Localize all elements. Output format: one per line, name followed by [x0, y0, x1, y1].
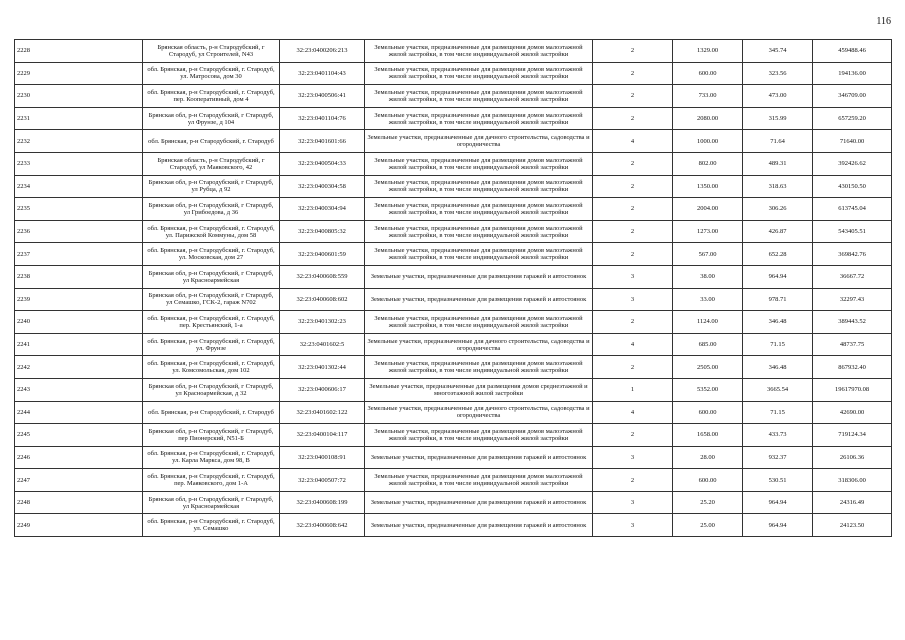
specific-value-cell: 71.64 — [743, 130, 813, 153]
row-number: 2243 — [15, 378, 143, 401]
table-row — [15, 356, 892, 379]
address-cell: Брянская обл, р-н Стародубский, г Стародуб, пер Пионерский, N51-Б — [143, 424, 280, 447]
land-use-cell: Земельные участки, предназначенные для размещения гаражей и автостоянок — [365, 265, 593, 288]
area-cell: 567.00 — [673, 243, 743, 266]
row-number: 2245 — [15, 424, 143, 447]
area-cell: 600.00 — [673, 469, 743, 492]
cadastral-number-cell: 32:23:0400304:58 — [280, 175, 365, 198]
cadastral-number-cell: 32:23:0400601:59 — [280, 243, 365, 266]
address-cell: обл. Брянская, р-н Стародубский, г. Стародуб, ул. Карла Маркса, дом 98, В — [143, 446, 280, 469]
group-cell: 2 — [593, 85, 673, 108]
table-row — [15, 198, 892, 221]
cadastral-value-cell: 24316.49 — [813, 491, 892, 514]
cadastral-value-cell: 389443.52 — [813, 311, 892, 334]
area-cell: 802.00 — [673, 152, 743, 175]
cadastral-number-cell: 32:23:0400506:41 — [280, 85, 365, 108]
cadastral-number-cell: 32:23:0400108:91 — [280, 446, 365, 469]
cadastral-number-cell: 32:23:0400608:642 — [280, 514, 365, 537]
row-number: 2230 — [15, 85, 143, 108]
specific-value-cell: 315.99 — [743, 107, 813, 130]
land-use-cell: Земельные участки, предназначенные для размещения домов малоэтажной жилой застройки, в том числе индивидуальной жилой застройки — [365, 469, 593, 492]
group-cell: 3 — [593, 446, 673, 469]
specific-value-cell: 964.94 — [743, 514, 813, 537]
specific-value-cell: 932.37 — [743, 446, 813, 469]
cadastral-value-cell: 346709.00 — [813, 85, 892, 108]
cadastral-number-cell: 32:23:0400606:17 — [280, 378, 365, 401]
cadastral-number-cell: 32:23:0400206:213 — [280, 40, 365, 63]
cadastral-number-cell: 32:23:0401602:122 — [280, 401, 365, 424]
row-number: 2228 — [15, 40, 143, 63]
cadastral-value-cell: 19617970.08 — [813, 378, 892, 401]
specific-value-cell: 323.56 — [743, 62, 813, 85]
cadastral-number-cell: 32:23:0400608:199 — [280, 491, 365, 514]
land-use-cell: Земельные участки, предназначенные для размещения домов малоэтажной жилой застройки, в том числе индивидуальной жилой застройки — [365, 62, 593, 85]
cadastral-table — [14, 39, 892, 537]
specific-value-cell: 71.15 — [743, 333, 813, 356]
address-cell: Брянская область, р-н Стародубский, г Стародуб, ул Маяковского, 42 — [143, 152, 280, 175]
cadastral-number-cell: 32:23:0401104:43 — [280, 62, 365, 85]
land-use-cell: Земельные участки, предназначенные для размещения домов малоэтажной жилой застройки, в том числе индивидуальной жилой застройки — [365, 85, 593, 108]
table-row — [15, 424, 892, 447]
row-number: 2246 — [15, 446, 143, 469]
specific-value-cell: 530.51 — [743, 469, 813, 492]
area-cell: 5352.00 — [673, 378, 743, 401]
cadastral-number-cell: 32:23:0400504:33 — [280, 152, 365, 175]
cadastral-value-cell: 430150.50 — [813, 175, 892, 198]
area-cell: 2505.00 — [673, 356, 743, 379]
area-cell: 1329.00 — [673, 40, 743, 63]
specific-value-cell: 426.87 — [743, 220, 813, 243]
row-number: 2240 — [15, 311, 143, 334]
row-number: 2248 — [15, 491, 143, 514]
group-cell: 2 — [593, 40, 673, 63]
group-cell: 4 — [593, 401, 673, 424]
row-number: 2239 — [15, 288, 143, 311]
address-cell: Брянская обл, р-н Стародубский, г Стародуб, ул Семашко, ГСК-2, гараж N702 — [143, 288, 280, 311]
group-cell: 4 — [593, 333, 673, 356]
row-number: 2229 — [15, 62, 143, 85]
table-row — [15, 220, 892, 243]
group-cell: 3 — [593, 265, 673, 288]
address-cell: обл. Брянская, р-н Стародубский, г. Стародуб — [143, 401, 280, 424]
land-use-cell: Земельные участки, предназначенные для размещения домов малоэтажной жилой застройки, в том числе индивидуальной жилой застройки — [365, 152, 593, 175]
row-number: 2249 — [15, 514, 143, 537]
table-row — [15, 469, 892, 492]
cadastral-value-cell: 318306.00 — [813, 469, 892, 492]
cadastral-value-cell: 867932.40 — [813, 356, 892, 379]
group-cell: 2 — [593, 311, 673, 334]
land-use-cell: Земельные участки, предназначенные для размещения домов малоэтажной жилой застройки, в том числе индивидуальной жилой застройки — [365, 356, 593, 379]
row-number: 2238 — [15, 265, 143, 288]
specific-value-cell: 345.74 — [743, 40, 813, 63]
page-number: 116 — [876, 16, 891, 27]
cadastral-number-cell: 32:23:0401104:76 — [280, 107, 365, 130]
table-row — [15, 152, 892, 175]
group-cell: 2 — [593, 175, 673, 198]
area-cell: 600.00 — [673, 62, 743, 85]
specific-value-cell: 964.94 — [743, 265, 813, 288]
cadastral-number-cell: 32:23:0400608:602 — [280, 288, 365, 311]
group-cell: 2 — [593, 62, 673, 85]
area-cell: 2004.00 — [673, 198, 743, 221]
cadastral-value-cell: 719124.34 — [813, 424, 892, 447]
area-cell: 1273.00 — [673, 220, 743, 243]
address-cell: обл. Брянская, р-н Стародубский, г. Стародуб, ул. Парижской Коммуны, дом 58 — [143, 220, 280, 243]
land-use-cell: Земельные участки, предназначенные для размещения гаражей и автостоянок — [365, 491, 593, 514]
address-cell: Брянская обл, р-н Стародубский, г Стародуб, ул Красноармейская, д 32 — [143, 378, 280, 401]
specific-value-cell: 978.71 — [743, 288, 813, 311]
land-use-cell: Земельные участки, предназначенные для дачного строительства, садоводства и огородничества — [365, 401, 593, 424]
cadastral-value-cell: 657259.20 — [813, 107, 892, 130]
land-use-cell: Земельные участки, предназначенные для размещения гаражей и автостоянок — [365, 288, 593, 311]
land-use-cell: Земельные участки, предназначенные для размещения домов малоэтажной жилой застройки, в том числе индивидуальной жилой застройки — [365, 311, 593, 334]
group-cell: 2 — [593, 356, 673, 379]
cadastral-value-cell: 42690.00 — [813, 401, 892, 424]
specific-value-cell: 318.63 — [743, 175, 813, 198]
cadastral-number-cell: 32:23:0401302:23 — [280, 311, 365, 334]
address-cell: обл. Брянская, р-н Стародубский, г. Стародуб, пер. Крестьянский, 1-а — [143, 311, 280, 334]
address-cell: Брянская обл, р-н Стародубский, г Стародуб, ул Фрунзе, д 104 — [143, 107, 280, 130]
table-row — [15, 107, 892, 130]
group-cell: 2 — [593, 107, 673, 130]
table-row — [15, 62, 892, 85]
address-cell: обл. Брянская, р-н Стародубский, г. Стародуб — [143, 130, 280, 153]
specific-value-cell: 306.26 — [743, 198, 813, 221]
address-cell: обл. Брянская, р-н Стародубский, г. Стародуб, ул. Комсомольская, дом 102 — [143, 356, 280, 379]
cadastral-number-cell: 32:23:0401602:5 — [280, 333, 365, 356]
land-use-cell: Земельные участки, предназначенные для размещения домов малоэтажной жилой застройки, в том числе индивидуальной жилой застройки — [365, 424, 593, 447]
area-cell: 25.20 — [673, 491, 743, 514]
cadastral-number-cell: 32:23:0401601:66 — [280, 130, 365, 153]
land-use-cell: Земельные участки, предназначенные для размещения домов малоэтажной жилой застройки, в том числе индивидуальной жилой застройки — [365, 220, 593, 243]
group-cell: 2 — [593, 424, 673, 447]
address-cell: Брянская область, р-н Стародубский, г Стародуб, ул Строителей, N43 — [143, 40, 280, 63]
area-cell: 1350.00 — [673, 175, 743, 198]
row-number: 2231 — [15, 107, 143, 130]
cadastral-value-cell: 613745.04 — [813, 198, 892, 221]
address-cell: Брянская обл, р-н Стародубский, г Стародуб, ул Рубца, д 92 — [143, 175, 280, 198]
address-cell: обл. Брянская, р-н Стародубский, г. Стародуб, ул. Матросова, дом 30 — [143, 62, 280, 85]
table-row — [15, 130, 892, 153]
row-number: 2247 — [15, 469, 143, 492]
group-cell: 3 — [593, 491, 673, 514]
address-cell: Брянская обл, р-н Стародубский, г Стародуб, ул Красноармейская — [143, 265, 280, 288]
cadastral-value-cell: 36667.72 — [813, 265, 892, 288]
table-row — [15, 40, 892, 63]
row-number: 2232 — [15, 130, 143, 153]
area-cell: 25.00 — [673, 514, 743, 537]
table-row — [15, 265, 892, 288]
address-cell: обл. Брянская, р-н Стародубский, г. Стародуб, пер. Кооперативный, дом 4 — [143, 85, 280, 108]
cadastral-number-cell: 32:23:0400805:32 — [280, 220, 365, 243]
address-cell: обл. Брянская, р-н Стародубский, г. Стародуб, пер. Маяковского, дом 1-А — [143, 469, 280, 492]
table-row — [15, 401, 892, 424]
cadastral-number-cell: 32:23:0400104:117 — [280, 424, 365, 447]
group-cell: 2 — [593, 220, 673, 243]
address-cell: обл. Брянская, р-н Стародубский, г. Стародуб, ул. Фрунзе — [143, 333, 280, 356]
row-number: 2241 — [15, 333, 143, 356]
address-cell: Брянская обл, р-н Стародубский, г Стародуб, ул Грибоедова, д 36 — [143, 198, 280, 221]
area-cell: 733.00 — [673, 85, 743, 108]
land-use-cell: Земельные участки, предназначенные для дачного строительства, садоводства и огородничества — [365, 130, 593, 153]
cadastral-value-cell: 392426.62 — [813, 152, 892, 175]
table-body — [15, 40, 892, 537]
land-use-cell: Земельные участки, предназначенные для размещения гаражей и автостоянок — [365, 446, 593, 469]
group-cell: 3 — [593, 514, 673, 537]
table-row — [15, 85, 892, 108]
row-number: 2235 — [15, 198, 143, 221]
specific-value-cell: 346.48 — [743, 356, 813, 379]
row-number: 2236 — [15, 220, 143, 243]
group-cell: 2 — [593, 152, 673, 175]
cadastral-number-cell: 32:23:0400304:94 — [280, 198, 365, 221]
row-number: 2242 — [15, 356, 143, 379]
cadastral-number-cell: 32:23:0400507:72 — [280, 469, 365, 492]
cadastral-value-cell: 369842.76 — [813, 243, 892, 266]
specific-value-cell: 3665.54 — [743, 378, 813, 401]
cadastral-value-cell: 48737.75 — [813, 333, 892, 356]
table-row — [15, 311, 892, 334]
area-cell: 28.00 — [673, 446, 743, 469]
cadastral-value-cell: 71640.00 — [813, 130, 892, 153]
table-row — [15, 288, 892, 311]
specific-value-cell: 433.73 — [743, 424, 813, 447]
land-use-cell: Земельные участки, предназначенные для дачного строительства, садоводства и огородничества — [365, 333, 593, 356]
land-use-cell: Земельные участки, предназначенные для размещения домов малоэтажной жилой застройки, в том числе индивидуальной жилой застройки — [365, 175, 593, 198]
row-number: 2244 — [15, 401, 143, 424]
group-cell: 2 — [593, 198, 673, 221]
area-cell: 1658.00 — [673, 424, 743, 447]
land-use-cell: Земельные участки, предназначенные для размещения домов среднеэтажной и многоэтажной жилой застройки — [365, 378, 593, 401]
group-cell: 4 — [593, 130, 673, 153]
group-cell: 1 — [593, 378, 673, 401]
cadastral-value-cell: 32297.43 — [813, 288, 892, 311]
cadastral-value-cell: 26106.36 — [813, 446, 892, 469]
group-cell: 2 — [593, 469, 673, 492]
specific-value-cell: 473.00 — [743, 85, 813, 108]
row-number: 2234 — [15, 175, 143, 198]
table-row — [15, 446, 892, 469]
specific-value-cell: 652.28 — [743, 243, 813, 266]
table-row — [15, 175, 892, 198]
cadastral-value-cell: 459488.46 — [813, 40, 892, 63]
cadastral-number-cell: 32:23:0401302:44 — [280, 356, 365, 379]
table-row — [15, 333, 892, 356]
area-cell: 685.00 — [673, 333, 743, 356]
cadastral-value-cell: 543405.51 — [813, 220, 892, 243]
group-cell: 2 — [593, 243, 673, 266]
area-cell: 33.00 — [673, 288, 743, 311]
cadastral-value-cell: 24123.50 — [813, 514, 892, 537]
land-use-cell: Земельные участки, предназначенные для размещения домов малоэтажной жилой застройки, в том числе индивидуальной жилой застройки — [365, 40, 593, 63]
table-row — [15, 514, 892, 537]
specific-value-cell: 346.48 — [743, 311, 813, 334]
area-cell: 2080.00 — [673, 107, 743, 130]
land-use-cell: Земельные участки, предназначенные для размещения домов малоэтажной жилой застройки, в том числе индивидуальной жилой застройки — [365, 198, 593, 221]
area-cell: 38.00 — [673, 265, 743, 288]
row-number: 2233 — [15, 152, 143, 175]
specific-value-cell: 71.15 — [743, 401, 813, 424]
specific-value-cell: 489.31 — [743, 152, 813, 175]
land-use-cell: Земельные участки, предназначенные для размещения домов малоэтажной жилой застройки, в том числе индивидуальной жилой застройки — [365, 243, 593, 266]
address-cell: обл. Брянская, р-н Стародубский, г. Стародуб, ул. Семашко — [143, 514, 280, 537]
row-number: 2237 — [15, 243, 143, 266]
cadastral-number-cell: 32:23:0400608:559 — [280, 265, 365, 288]
address-cell: обл. Брянская, р-н Стародубский, г. Стародуб, ул. Московская, дом 27 — [143, 243, 280, 266]
cadastral-value-cell: 194136.00 — [813, 62, 892, 85]
table-row — [15, 378, 892, 401]
area-cell: 1000.00 — [673, 130, 743, 153]
area-cell: 600.00 — [673, 401, 743, 424]
specific-value-cell: 964.94 — [743, 491, 813, 514]
land-use-cell: Земельные участки, предназначенные для размещения гаражей и автостоянок — [365, 514, 593, 537]
group-cell: 3 — [593, 288, 673, 311]
table-row — [15, 491, 892, 514]
land-use-cell: Земельные участки, предназначенные для размещения домов малоэтажной жилой застройки, в том числе индивидуальной жилой застройки — [365, 107, 593, 130]
address-cell: Брянская обл, р-н Стародубский, г Стародуб, ул Красноармейская — [143, 491, 280, 514]
area-cell: 1124.00 — [673, 311, 743, 334]
table-row — [15, 243, 892, 266]
